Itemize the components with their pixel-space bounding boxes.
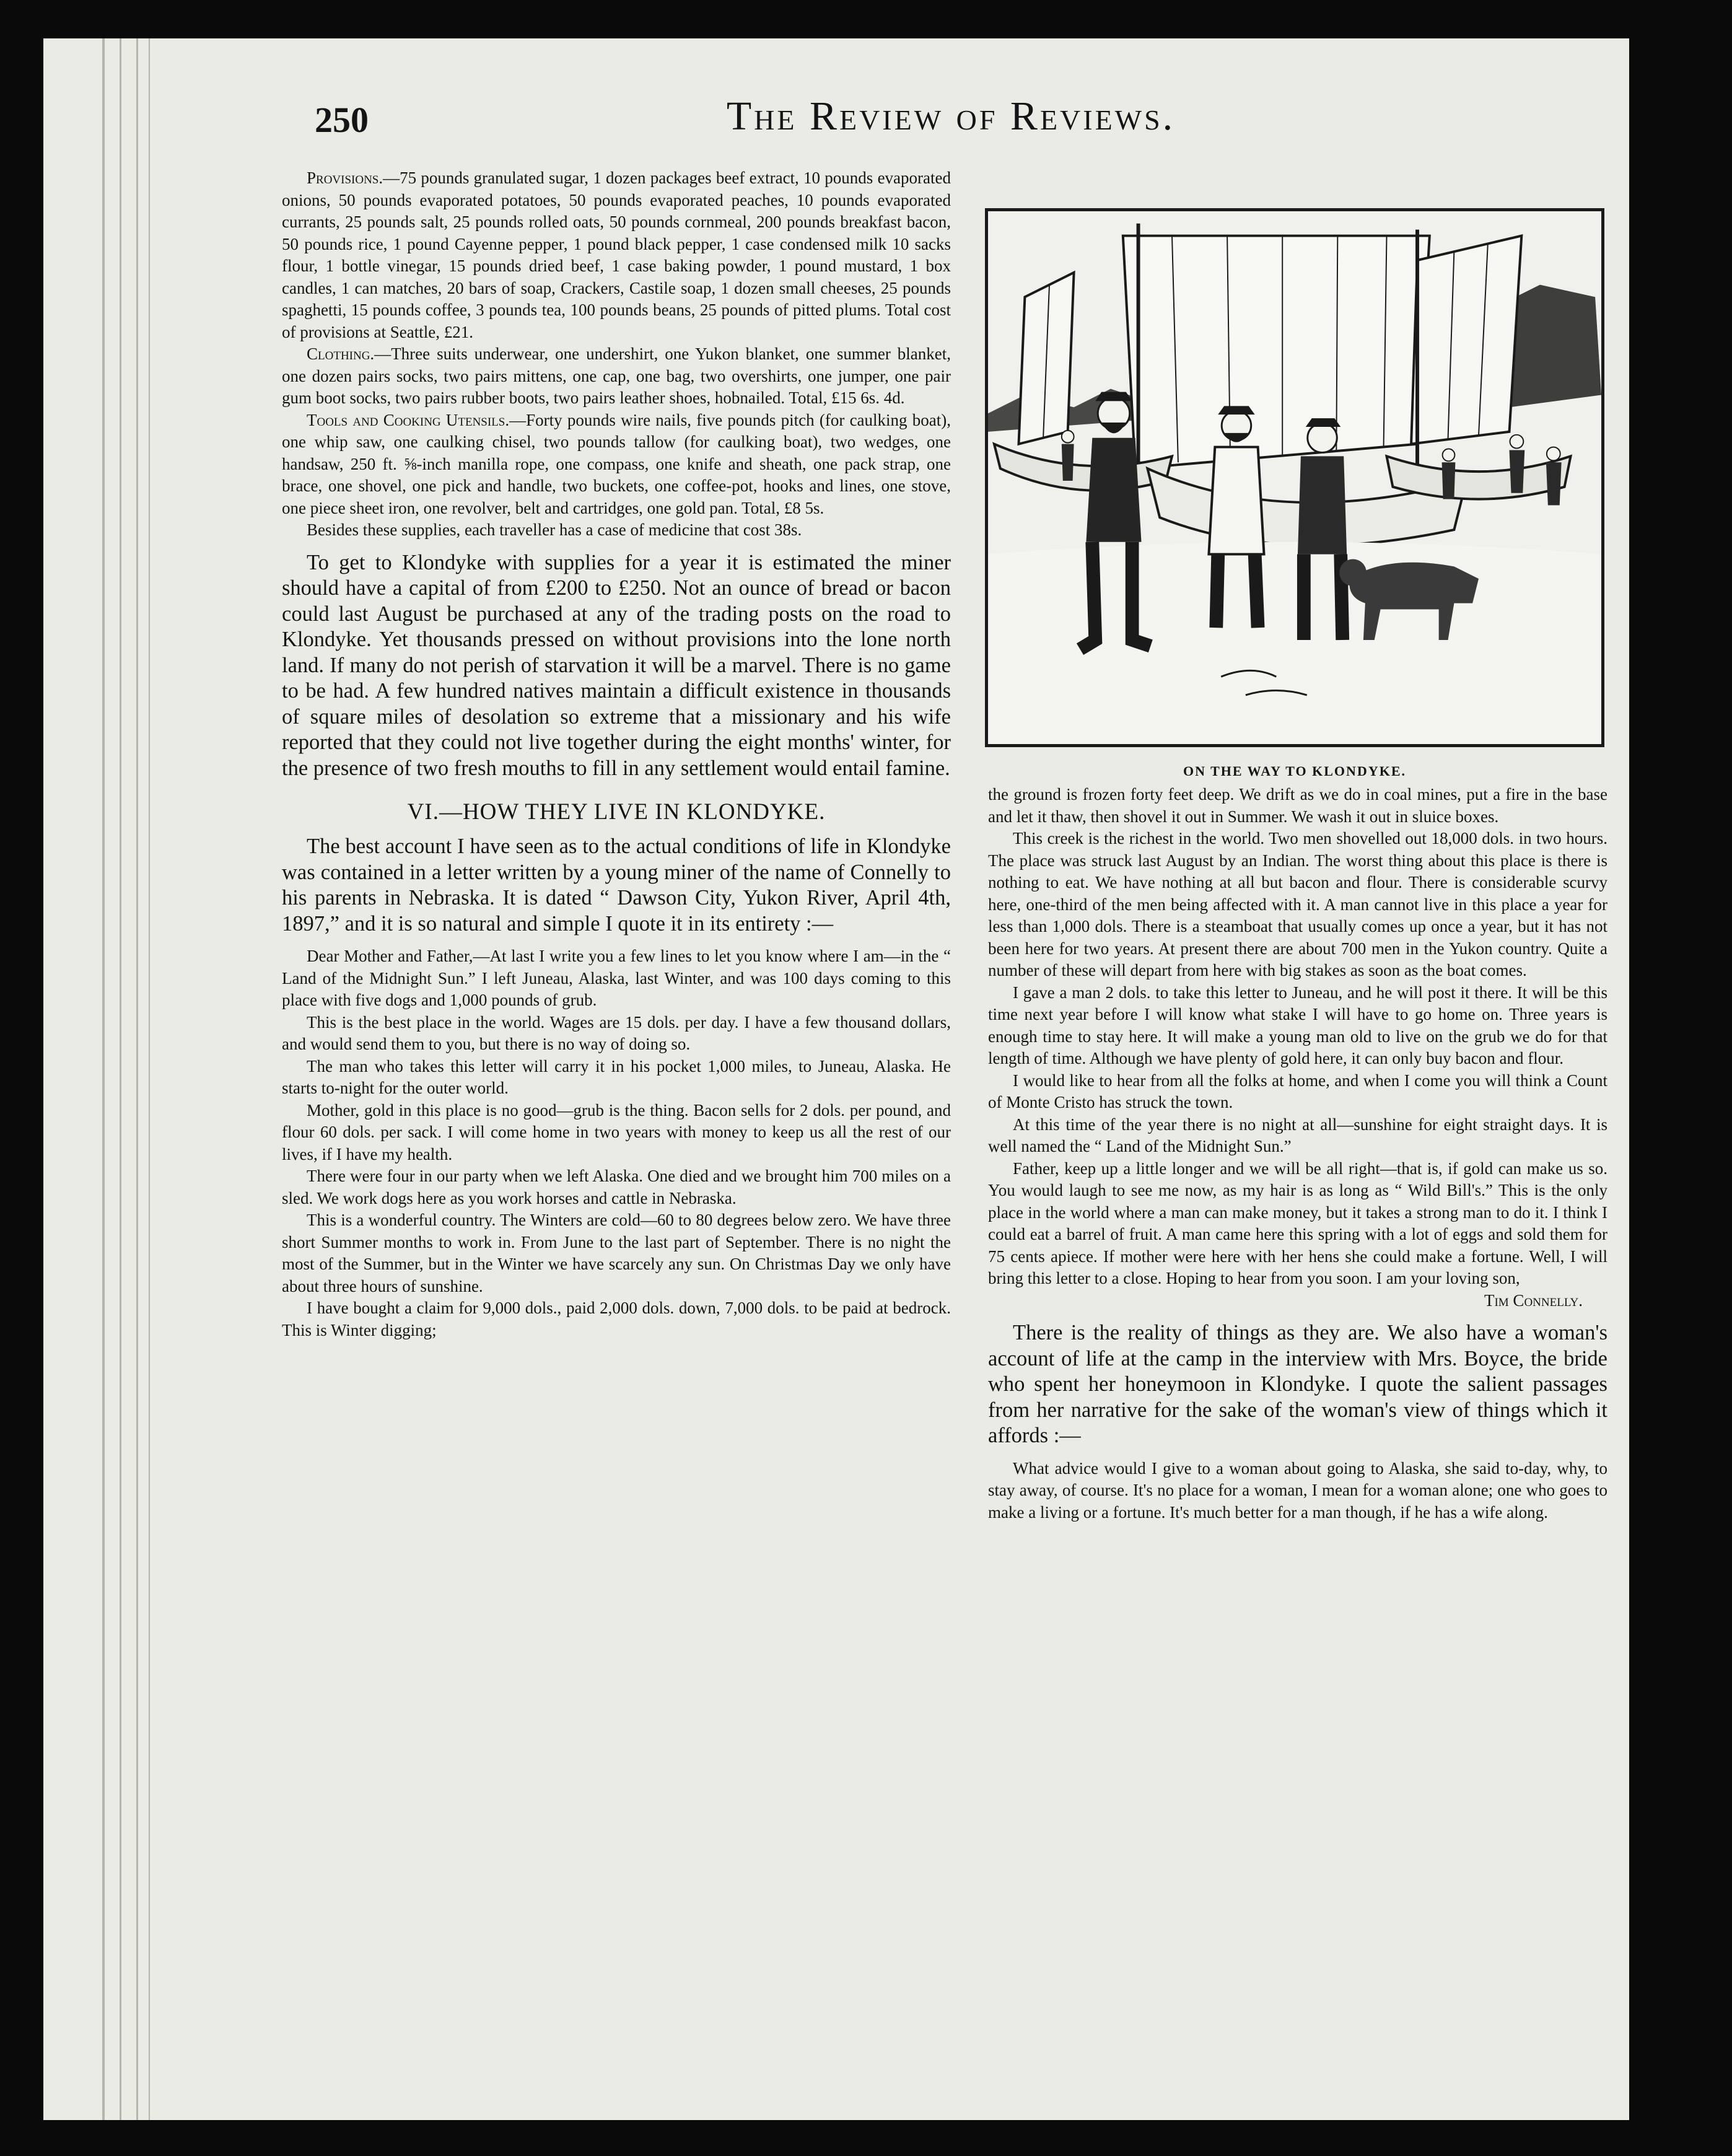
- page-edge: [136, 38, 138, 2120]
- running-head: The Review of Reviews.: [726, 94, 1176, 139]
- clothing-paragraph: [282, 343, 951, 410]
- letter-paragraph: Mother, gold in this place is no good—grub is the thing. Bacon sells for 2 dols. per pound, and flour 60 dols. per sack. I will come home in two years with money to keep us all the rest of our lives, if I have my health.: [282, 1100, 951, 1163]
- letter-paragraph: I gave a man 2 dols. to take this letter to Juneau, and he will post it there. It will be this time next year before I will know what stake I will have to go home on. Three years is enough time to stay here. It will make a young man old to live on the grub we do for that length of time. Although we have plenty of gold here, it can only buy bacon and flour.: [988, 983, 1607, 1067]
- engraving-illustration: [988, 211, 1601, 744]
- klondyke-paragraph: To get to Klondyke with supplies for a year it is estimated the miner should have a capital of from £200 to £250. Not an ounce of bread or bacon could last August be purchased at any of the trading posts on the road to Klondyke. Yet thousands pressed on without provisions into the lone north land. If many do not perish of starvation it will be a marvel. There is no game to be had. A few hundred natives maintain a difficult existence in thousands of square miles of desolation so extreme that a missionary and his wife reported that they could not live together during the eight months' winter, for the presence of two fresh mouths to fill in any settlement would entail famine.: [282, 550, 951, 780]
- medicine-paragraph: Besides these supplies, each traveller has a case of medicine that cost 38s.: [307, 520, 802, 539]
- tools-lead: Tools and Cooking Utensils.: [307, 410, 510, 429]
- scan-border: [1727, 0, 1732, 2156]
- letter-paragraph: Father, keep up a little longer and we will be all right—that is, if gold can make us so. You would laugh to see me now, as my hair is as long as “ Wild Bill's.” This is the only place in the world where a man can make money, but it takes a strong man to do it. I think I could eat a barrel of fruit. A man came here this spring with a lot of eggs and sold them for 75 cents apiece. If mother were here with her hens she could make a fortune. Well, I will bring this letter to a close. Hoping to hear from you soon. I am your loving son,: [988, 1159, 1607, 1287]
- page-edge: [149, 38, 150, 2120]
- illustration: [985, 208, 1604, 747]
- page-edge: [102, 38, 105, 2120]
- provisions-paragraph: [282, 167, 951, 343]
- letter-paragraph: At this time of the year there is no night at all—sunshine for eight straight days. It is well named the “ Land of the Midnight Sun.”: [988, 1115, 1607, 1155]
- boyce-paragraph: There is the reality of things as they are. We also have a woman's account of life at the camp in the interview with Mrs. Boyce, the bride who spent her honeymoon in Klondyke. I quote the salient passages from her narrative for the sake of the woman's view of things which it affords :—: [988, 1321, 1607, 1447]
- left-column: [282, 167, 951, 1341]
- provisions-text: —75 pounds granulated sugar, 1 dozen packages beef extract, 10 pounds evaporated onions, 50 pounds evaporated potatoes, 50 pounds evaporated peaches, 10 pounds evaporated currants, 25 pounds salt, 25 pounds rolled oats, 50 pounds cornmeal, 200 pounds breakfast bacon, 50 pounds rice, 1 pound Cayenne pepper, 1 pound black pepper, 1 case condensed milk 10 sacks flour, 1 bottle vinegar, 15 pounds dried beef, 1 case baking powder, 1 pound mustard, 1 box candles, 1 can matches, 20 bars of soap, Crackers, Castile soap, 1 dozen small cheeses, 25 pounds spaghetti, 15 pounds coffee, 3 pounds tea, 100 pounds beans, 25 pounds of pitted plums. Total cost of provisions at Seattle, £21.: [282, 169, 951, 341]
- letter-paragraph: The man who takes this letter will carry it in his pocket 1,000 miles, to Juneau, Alaska. He starts to-night for the outer world.: [282, 1056, 951, 1097]
- letter-paragraph: Dear Mother and Father,—At last I write you a few lines to let you know where I am—in the “ Land of the Midnight Sun.” I left Juneau, Alaska, last Winter, and was 100 days coming to this place with five dogs and 1,000 pounds of grub.: [282, 947, 951, 1009]
- letter-paragraph: I would like to hear from all the folks at home, and when I come you will think a Count of Monte Cristo has struck the town.: [988, 1071, 1607, 1111]
- intro-paragraph: The best account I have seen as to the actual conditions of life in Klondyke was contained in a letter written by a young miner of the name of Connelly to his parents in Nebraska. It is dated “ Dawson City, Yukon River, April 4th, 1897,” and it is so natural and simple I quote it in its entirety :—: [282, 835, 951, 936]
- tools-paragraph: [282, 410, 951, 520]
- clothing-text: —Three suits underwear, one undershirt, one Yukon blanket, one summer blanket, one dozen pairs socks, two pairs mittens, one cap, one bag, two overshirts, one jumper, one pair gum boot socks, two pairs rubber boots, two pairs leather shoes, hobnailed. Total, £15 6s. 4d.: [282, 344, 951, 407]
- clothing-lead: Clothing.: [307, 344, 375, 363]
- letter-paragraph: This is the best place in the world. Wages are 15 dols. per day. I have a few thousand dollars, and would send them to you, but there is no way of doing so.: [282, 1012, 951, 1053]
- letter-signature: Tim Connelly.: [1484, 1291, 1583, 1310]
- letter-paragraph: I have bought a claim for 9,000 dols., paid 2,000 dols. down, 7,000 dols. to be paid at bedrock. This is Winter digging;: [282, 1299, 951, 1339]
- letter-paragraph: This creek is the richest in the world. Two men shovelled out 18,000 dols. in two hours. The place was struck last August by an Indian. The worst thing about this place is there is nothing to eat. We have nothing at all but bacon and flour. There is considerable scurvy here, one-third of the men being affected with it. A man cannot live in this place a year for less than 1,000 dols. There is a steamboat that usually comes up once a year, but it has not been here for two years. At present there are about 700 men in the Yukon country. Quite a number of these will depart from here with big stakes as soon as the boat comes.: [988, 829, 1607, 979]
- page-edge: [120, 38, 121, 2120]
- provisions-lead: Provisions.: [307, 169, 383, 187]
- letter-paragraph: the ground is frozen forty feet deep. We drift as we do in coal mines, put a fire in the base and let it thaw, then shovel it out in Summer. We wash it out in sluice boxes.: [988, 785, 1607, 826]
- boyce-quote: What advice would I give to a woman about going to Alaska, she said to-day, why, to stay away, of course. It's no place for a woman, I mean for a woman alone; one who goes to make a living or a fortune. It's much better for a man though, if he has a wife along.: [988, 1458, 1607, 1522]
- page-number: 250: [315, 100, 369, 140]
- letter-paragraph: There were four in our party when we left Alaska. One died and we brought him 700 miles on a sled. We work dogs here as you work horses and cattle in Nebraska.: [282, 1167, 951, 1207]
- right-column: [988, 784, 1607, 1523]
- letter-paragraph: This is a wonderful country. The Winters are cold—60 to 80 degrees below zero. We have three short Summer months to work in. From June to the last part of September. There is no night the most of the Summer, but in the Winter we have scarcely any sun. On Christmas Day we only have about three hours of sunshine.: [282, 1211, 951, 1295]
- tools-text: —Forty pounds wire nails, five pounds pitch (for caulking boat), one whip saw, one caulking chisel, two pounds tallow (for caulking boat), two wedges, one handsaw, 250 ft. ⅝-inch manilla rope, one compass, one knife and sheath, one pack strap, one brace, one shovel, one pick and handle, two buckets, one coffee-pot, hooks and lines, one stove, one piece sheet iron, one revolver, belt and cartridges, one gold pan. Total, £8 5s.: [282, 410, 951, 517]
- figure-caption: ON THE WAY TO KLONDYKE.: [1183, 763, 1406, 779]
- section-heading: VI.—HOW THEY LIVE IN KLONDYKE.: [407, 799, 826, 825]
